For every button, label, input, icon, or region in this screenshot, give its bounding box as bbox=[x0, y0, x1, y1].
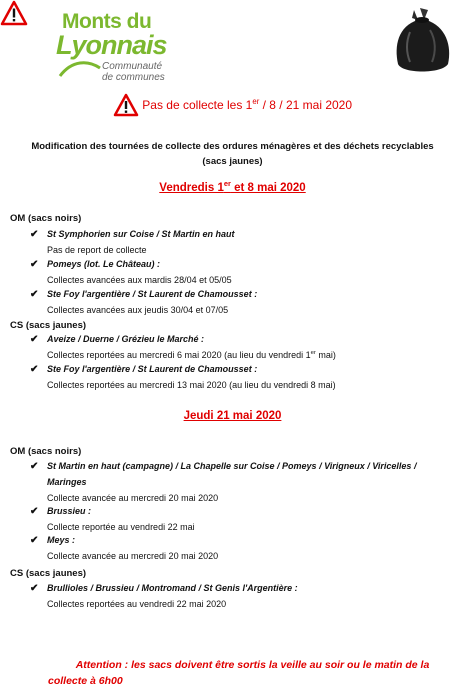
warning-icon bbox=[113, 93, 139, 117]
check-icon: ✔ bbox=[30, 289, 39, 300]
intro-line2: (sacs jaunes) bbox=[202, 156, 263, 167]
item-place-line1: St Martin en haut (campagne) / La Chapelle sur Coise / Pomeys / Virigneux / Viricelles / bbox=[47, 461, 417, 471]
section2-title: Jeudi 21 mai 2020 bbox=[183, 410, 282, 422]
intro-text bbox=[0, 139, 465, 169]
section2-cs-label: CS (sacs jaunes) bbox=[10, 568, 87, 579]
item-place: Brussieu : bbox=[47, 506, 92, 516]
check-icon: ✔ bbox=[30, 506, 39, 517]
item-place: St Symphorien sur Coise / St Martin en haut bbox=[47, 229, 235, 239]
banner-text: Pas de collecte les 1er / 8 / 21 mai 2020 bbox=[142, 97, 353, 112]
check-icon: ✔ bbox=[30, 364, 39, 375]
section1-title: Vendredis 1er et 8 mai 2020 bbox=[159, 179, 306, 194]
section1-om-label: OM (sacs noirs) bbox=[10, 213, 82, 224]
check-icon: ✔ bbox=[30, 461, 39, 472]
logo-monts-du-lyonnais bbox=[56, 10, 176, 88]
item-detail: Collecte avancée au mercredi 20 mai 2020 bbox=[47, 551, 219, 561]
item-detail: Collecte reportée au vendredi 22 mai bbox=[47, 522, 195, 532]
check-icon: ✔ bbox=[30, 229, 39, 240]
section1-cs-label: CS (sacs jaunes) bbox=[10, 320, 87, 331]
check-icon: ✔ bbox=[30, 334, 39, 345]
item-detail: Collectes reportées au mercredi 13 mai 2020 (au lieu du vendredi 8 mai) bbox=[47, 380, 336, 390]
logo-line2: Lyonnais bbox=[56, 30, 167, 60]
section2-om-label: OM (sacs noirs) bbox=[10, 446, 82, 457]
item-place: Brullioles / Brussieu / Montromand / St Genis l'Argentière : bbox=[47, 583, 298, 593]
logo-swirl-icon bbox=[58, 58, 102, 80]
footer-line1: Attention : les sacs doivent être sortis la veille au soir ou le matin de la bbox=[75, 659, 430, 671]
item-place: Aveize / Duerne / Grézieu le Marché : bbox=[47, 334, 205, 344]
item-detail: Collectes avancées aux jeudis 30/04 et 07/05 bbox=[47, 305, 229, 315]
item-place: Ste Foy l'argentière / St Laurent de Chamousset : bbox=[47, 364, 258, 374]
item-detail: Collectes reportées au mercredi 6 mai 2020 (au lieu du vendredi 1er mai) bbox=[47, 350, 336, 360]
item-place: Ste Foy l'argentière / St Laurent de Chamousset : bbox=[47, 289, 258, 299]
item-detail: Pas de report de collecte bbox=[47, 245, 147, 255]
logo-sub2: de communes bbox=[102, 72, 165, 83]
item-detail: Collecte avancée au mercredi 20 mai 2020 bbox=[47, 493, 219, 503]
item-place: Meys : bbox=[47, 535, 76, 545]
banner-no-collection bbox=[0, 93, 465, 117]
check-icon: ✔ bbox=[30, 535, 39, 546]
item-place: Pomeys (lot. Le Château) : bbox=[47, 259, 161, 269]
item-place-line2: Maringes bbox=[47, 477, 87, 487]
trash-bag-icon bbox=[390, 6, 454, 76]
check-icon: ✔ bbox=[30, 583, 39, 594]
item-detail: Collectes avancées aux mardis 28/04 et 05/05 bbox=[47, 275, 232, 285]
check-icon: ✔ bbox=[30, 259, 39, 270]
logo-sub1: Communauté bbox=[102, 61, 163, 72]
footer-line2: collecte à 6h00 bbox=[48, 675, 123, 687]
intro-line1: Modification des tournées de collecte des ordures ménagères et des déchets recyclables bbox=[31, 141, 434, 152]
item-detail: Collectes reportées au vendredi 22 mai 2020 bbox=[47, 599, 227, 609]
footer-attention bbox=[0, 657, 465, 689]
logo-line1: Monts du bbox=[62, 10, 152, 33]
warning-icon bbox=[0, 0, 28, 26]
